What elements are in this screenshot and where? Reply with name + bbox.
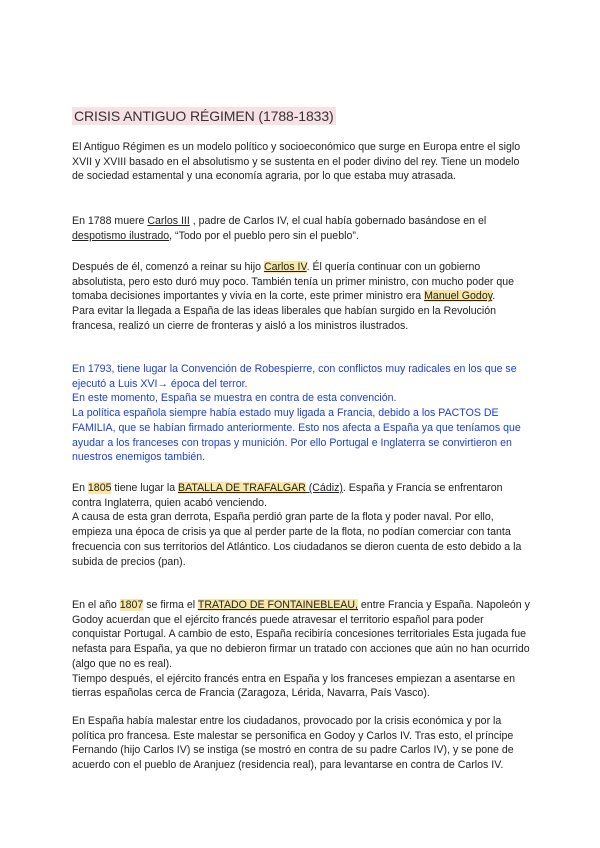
paragraph-carlos-iii: En 1788 muere Carlos III , padre de Carlos IV, el cual había gobernado basándose en el despotismo ilustrado, “Todo por el pueblo pero sin el pueblo”.	[72, 215, 487, 242]
paragraph-carlos-iv: Después de él, comenzó a reinar su hijo Carlos IV. Él quería continuar con un gobierno absolutista, pero esto duró muy poco. También tenía un primer ministro, con mucho poder que tomaba decisiones importantes y vivía en la corte, este primer ministro era Manuel Godoy. Para evitar la llegada a España de las ideas liberales que habían surgido en la Revolución francesa, realizó un cierre de fronteras y aisló a los ministros ilustrados.	[72, 261, 515, 332]
paragraph-convencion: En 1793, tiene lugar la Convención de Robespierre, con conflictos muy radicales en los que se ejecutó a Luis XVI→ época del terror. En este momento, España se muestra en contra de esta convención. La política española siempre había estado muy ligada a Francia, debido a los PACTOS DE FAMILIA, que se habían firmado anteriormente. Esto nos afecta a España ya que teníamos que ayudar a los franceses con tropas y munición. Por ello Portugal e Inglaterra se convirtieron en nuestros enemigos también.	[72, 363, 521, 464]
godoy-highlight: Manuel Godoy	[424, 290, 493, 303]
paragraph-antiguo-regimen: El Antiguo Régimen es un modelo político y socioeconómico que surge en Europa entre el siglo XVII y XVIII basado en el absolutismo y se sustenta en el poder divino del rey. Tiene un modelo de sociedad estamental y una economía agraria, por lo que estaba muy atrasada.	[72, 141, 521, 183]
paragraph-fontainebleau: En el año 1807 se firma el TRATADO DE FONTAINEBLEAU, entre Francia y España. Napoleón y Godoy acuerdan que el ejército francés puede atravesar el territorio español para poder conquistar Portugal. A cambio de esto, España recibiría concesiones territoriales Esta jugada fue nefasta para España, ya que no debieron firmar un tratado con acciones que aún no han ocurrido (algo que no es real). Tiempo después, el ejército francés entra en España y los franceses empiezan a asentarse en tierras españolas cerca de Francia (Zaragoza, Lérida, Navarra, País Vasco).	[72, 599, 530, 700]
tratado-highlight: TRATADO DE FONTAINEBLEAU,	[197, 599, 358, 611]
paragraph-trafalgar: En 1805 tiene lugar la BATALLA DE TRAFALGAR (Cádiz). España y Francia se enfrentaron contra Inglaterra, quien acabó venciendo. A causa de esta gran derrota, España perdió gran parte de la flota y poder naval. Por ello, empieza una época de crisis ya que al perder parte de la flota, no podían comerciar con tanta frecuencia con sus territorios del Atlántico. Los ciudadanos se dieron cuenta de esto debido a la subida de precios (pan).	[72, 482, 522, 568]
document-title: CRISIS ANTIGUO RÉGIMEN (1788-1833)	[74, 108, 334, 124]
carlos-iii-link: Carlos III	[147, 215, 190, 227]
batalla-trafalgar-highlight: BATALLA DE TRAFALGAR	[178, 482, 306, 494]
year-1805-highlight: 1805	[87, 482, 112, 494]
carlos-iv-highlight: Carlos IV	[263, 261, 307, 273]
cadiz-term: (Cádiz)	[305, 482, 343, 494]
despotismo-term: despotismo ilustrado	[72, 229, 170, 242]
paragraph-malestar: En España había malestar entre los ciudadanos, provocado por la crisis económica y por la política pro francesa. Este malestar se personifica en Godoy y Carlos IV. Tras esto, el príncipe Fernando (hijo Carlos IV) se instiga (se mostró en contra de su padre Carlos IV), y se pone de acuerdo con el pueblo de Aranjuez (residencia real), para levantarse en contra de Carlos IV.	[72, 715, 514, 772]
year-1807-highlight: 1807	[119, 599, 144, 611]
